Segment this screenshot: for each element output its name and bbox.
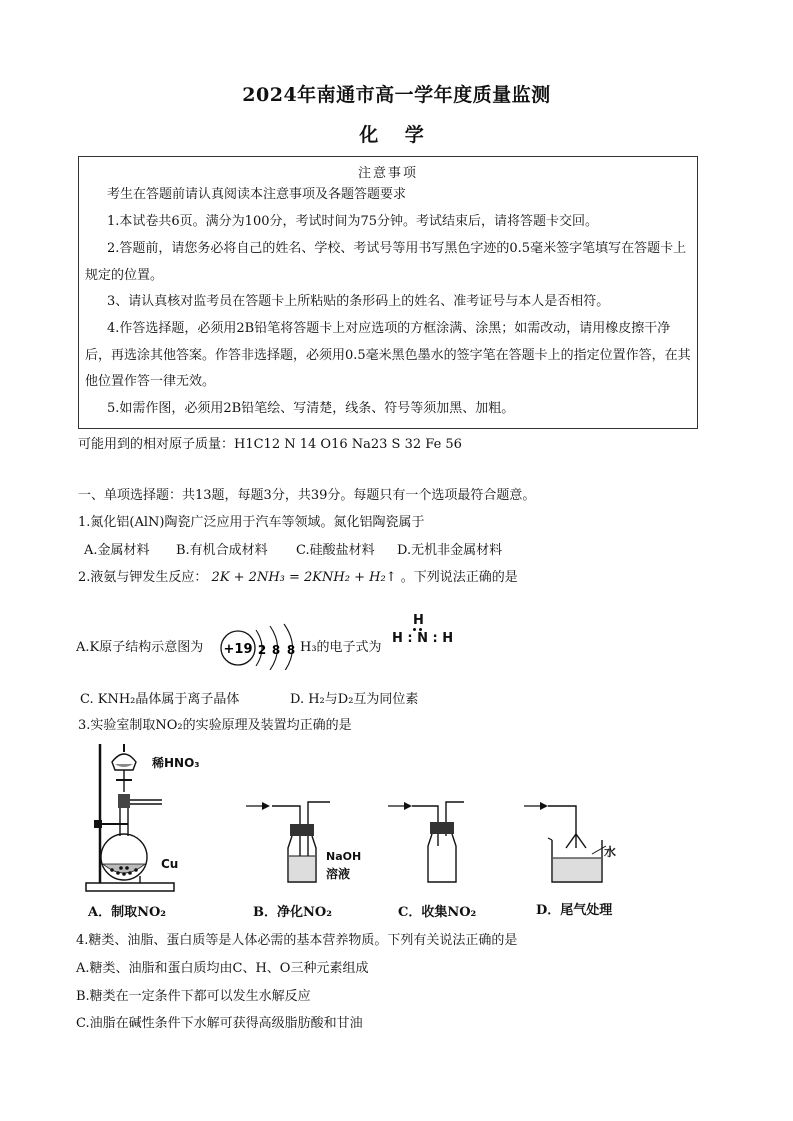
caption-a: A．制取NO₂	[88, 905, 166, 920]
q2-equation: 2K + 2NH₃ = 2KNH₂ + H₂↑	[211, 570, 397, 585]
label-naoh: NaOH	[326, 850, 362, 863]
notice-item-2: 2.答题前，请您务必将自己的姓名、学校、考试号等用书写黑色字迹的0.5毫米签字笔填写在答题卡上规定的位置。	[85, 241, 687, 283]
notice-item-4: 4.作答选择题，必须用2B铅笔将答题卡上对应选项的方框涂满、涂黑；如需改动，请用橡皮擦干净后，再选涂其他答案。作答非选择题，必须用0.5毫米黑色墨水的签字笔在答题卡上的指定位置作答，在其他位置作答一律无效。	[85, 321, 691, 389]
q1-option-d: D.无机非金属材料	[397, 543, 503, 558]
label-solution: 溶液	[326, 867, 351, 881]
lewis-structure: H : N : H	[392, 631, 454, 646]
q1-option-a: A.金属材料	[84, 543, 150, 558]
q2-option-d: D. H₂与D₂互为同位素	[290, 692, 419, 707]
caption-d: D．尾气处理	[536, 903, 613, 918]
subject-title: 化 学	[359, 124, 434, 146]
notice-item-5: 5.如需作图，必须用2B铅笔绘、写清楚，线条、符号等须加黑、加粗。	[107, 401, 515, 416]
notice-intro: 考生在答题前请认真阅读本注意事项及各题答题要求	[107, 187, 407, 202]
q1-option-b: B.有机合成材料	[176, 543, 268, 558]
q2-stem	[78, 566, 518, 585]
notice-heading: 注意事项	[357, 166, 418, 181]
q4-option-b: B.糖类在一定条件下都可以发生水解反应	[76, 989, 311, 1004]
lewis-top-h: H	[413, 613, 424, 628]
notice-box	[78, 156, 698, 429]
section-heading: 一、单项选择题：共13题，每题3分，共39分。每题只有一个选项最符合题意。	[78, 488, 536, 503]
apparatus-c-gas-bottle	[386, 796, 466, 888]
label-water: 水	[604, 845, 617, 859]
shell-2-electrons: 8	[271, 643, 281, 657]
q2-stem-prefix: 2.液氨与钾发生反应：	[78, 570, 208, 585]
label-dilute-hno3: 稀HNO₃	[152, 756, 200, 770]
q4-option-c: C.油脂在碱性条件下水解可获得高级脂肪酸和甘油	[76, 1016, 363, 1031]
caption-c: C．收集NO₂	[398, 905, 477, 920]
q3-stem: 3.实验室制取NO₂的实验原理及装置均正确的是	[78, 718, 352, 733]
q2-stem-suffix: 。下列说法正确的是	[400, 570, 518, 585]
nucleus-charge: +19	[223, 642, 253, 657]
notice-item-3: 3、请认真核对监考员在答题卡上所粘贴的条形码上的姓名、准考证号与本人是否相符。	[107, 294, 610, 309]
q4-option-a: A.糖类、油脂和蛋白质均由C、H、O三种元素组成	[76, 961, 369, 976]
q1-stem: 1.氮化铝(AlN)陶瓷广泛应用于汽车等领域。氮化铝陶瓷属于	[78, 515, 425, 530]
atomic-masses: 可能用到的相对原子质量：H1C12 N 14 O16 Na23 S 32 Fe 56	[78, 437, 462, 452]
q4-stem: 4.糖类、油脂、蛋白质等是人体必需的基本营养物质。下列有关说法正确的是	[76, 933, 518, 948]
potassium-atom-diagram	[213, 618, 305, 670]
q1-option-c: C.硅酸盐材料	[296, 543, 375, 558]
exam-title: 2024年南通市高一学年度质量监测	[242, 84, 551, 106]
shell-1-electrons: 2	[257, 643, 267, 657]
notice-item-1: 1.本试卷共6页。满分为100分，考试时间为75分钟。考试结束后，请将答题卡交回。	[107, 214, 599, 229]
lewis-lone-pair	[412, 628, 424, 632]
caption-b: B．净化NO₂	[253, 905, 332, 920]
q2-option-c: C. KNH₂晶体属于离子晶体	[80, 692, 240, 707]
q2-option-b-text: H₃的电子式为	[300, 640, 382, 655]
label-cu: Cu	[161, 857, 179, 871]
shell-3-electrons: 8	[286, 643, 296, 657]
apparatus-d-absorption-beaker	[522, 796, 612, 888]
q2-option-a-prefix: A.K原子结构示意图为	[76, 640, 204, 655]
